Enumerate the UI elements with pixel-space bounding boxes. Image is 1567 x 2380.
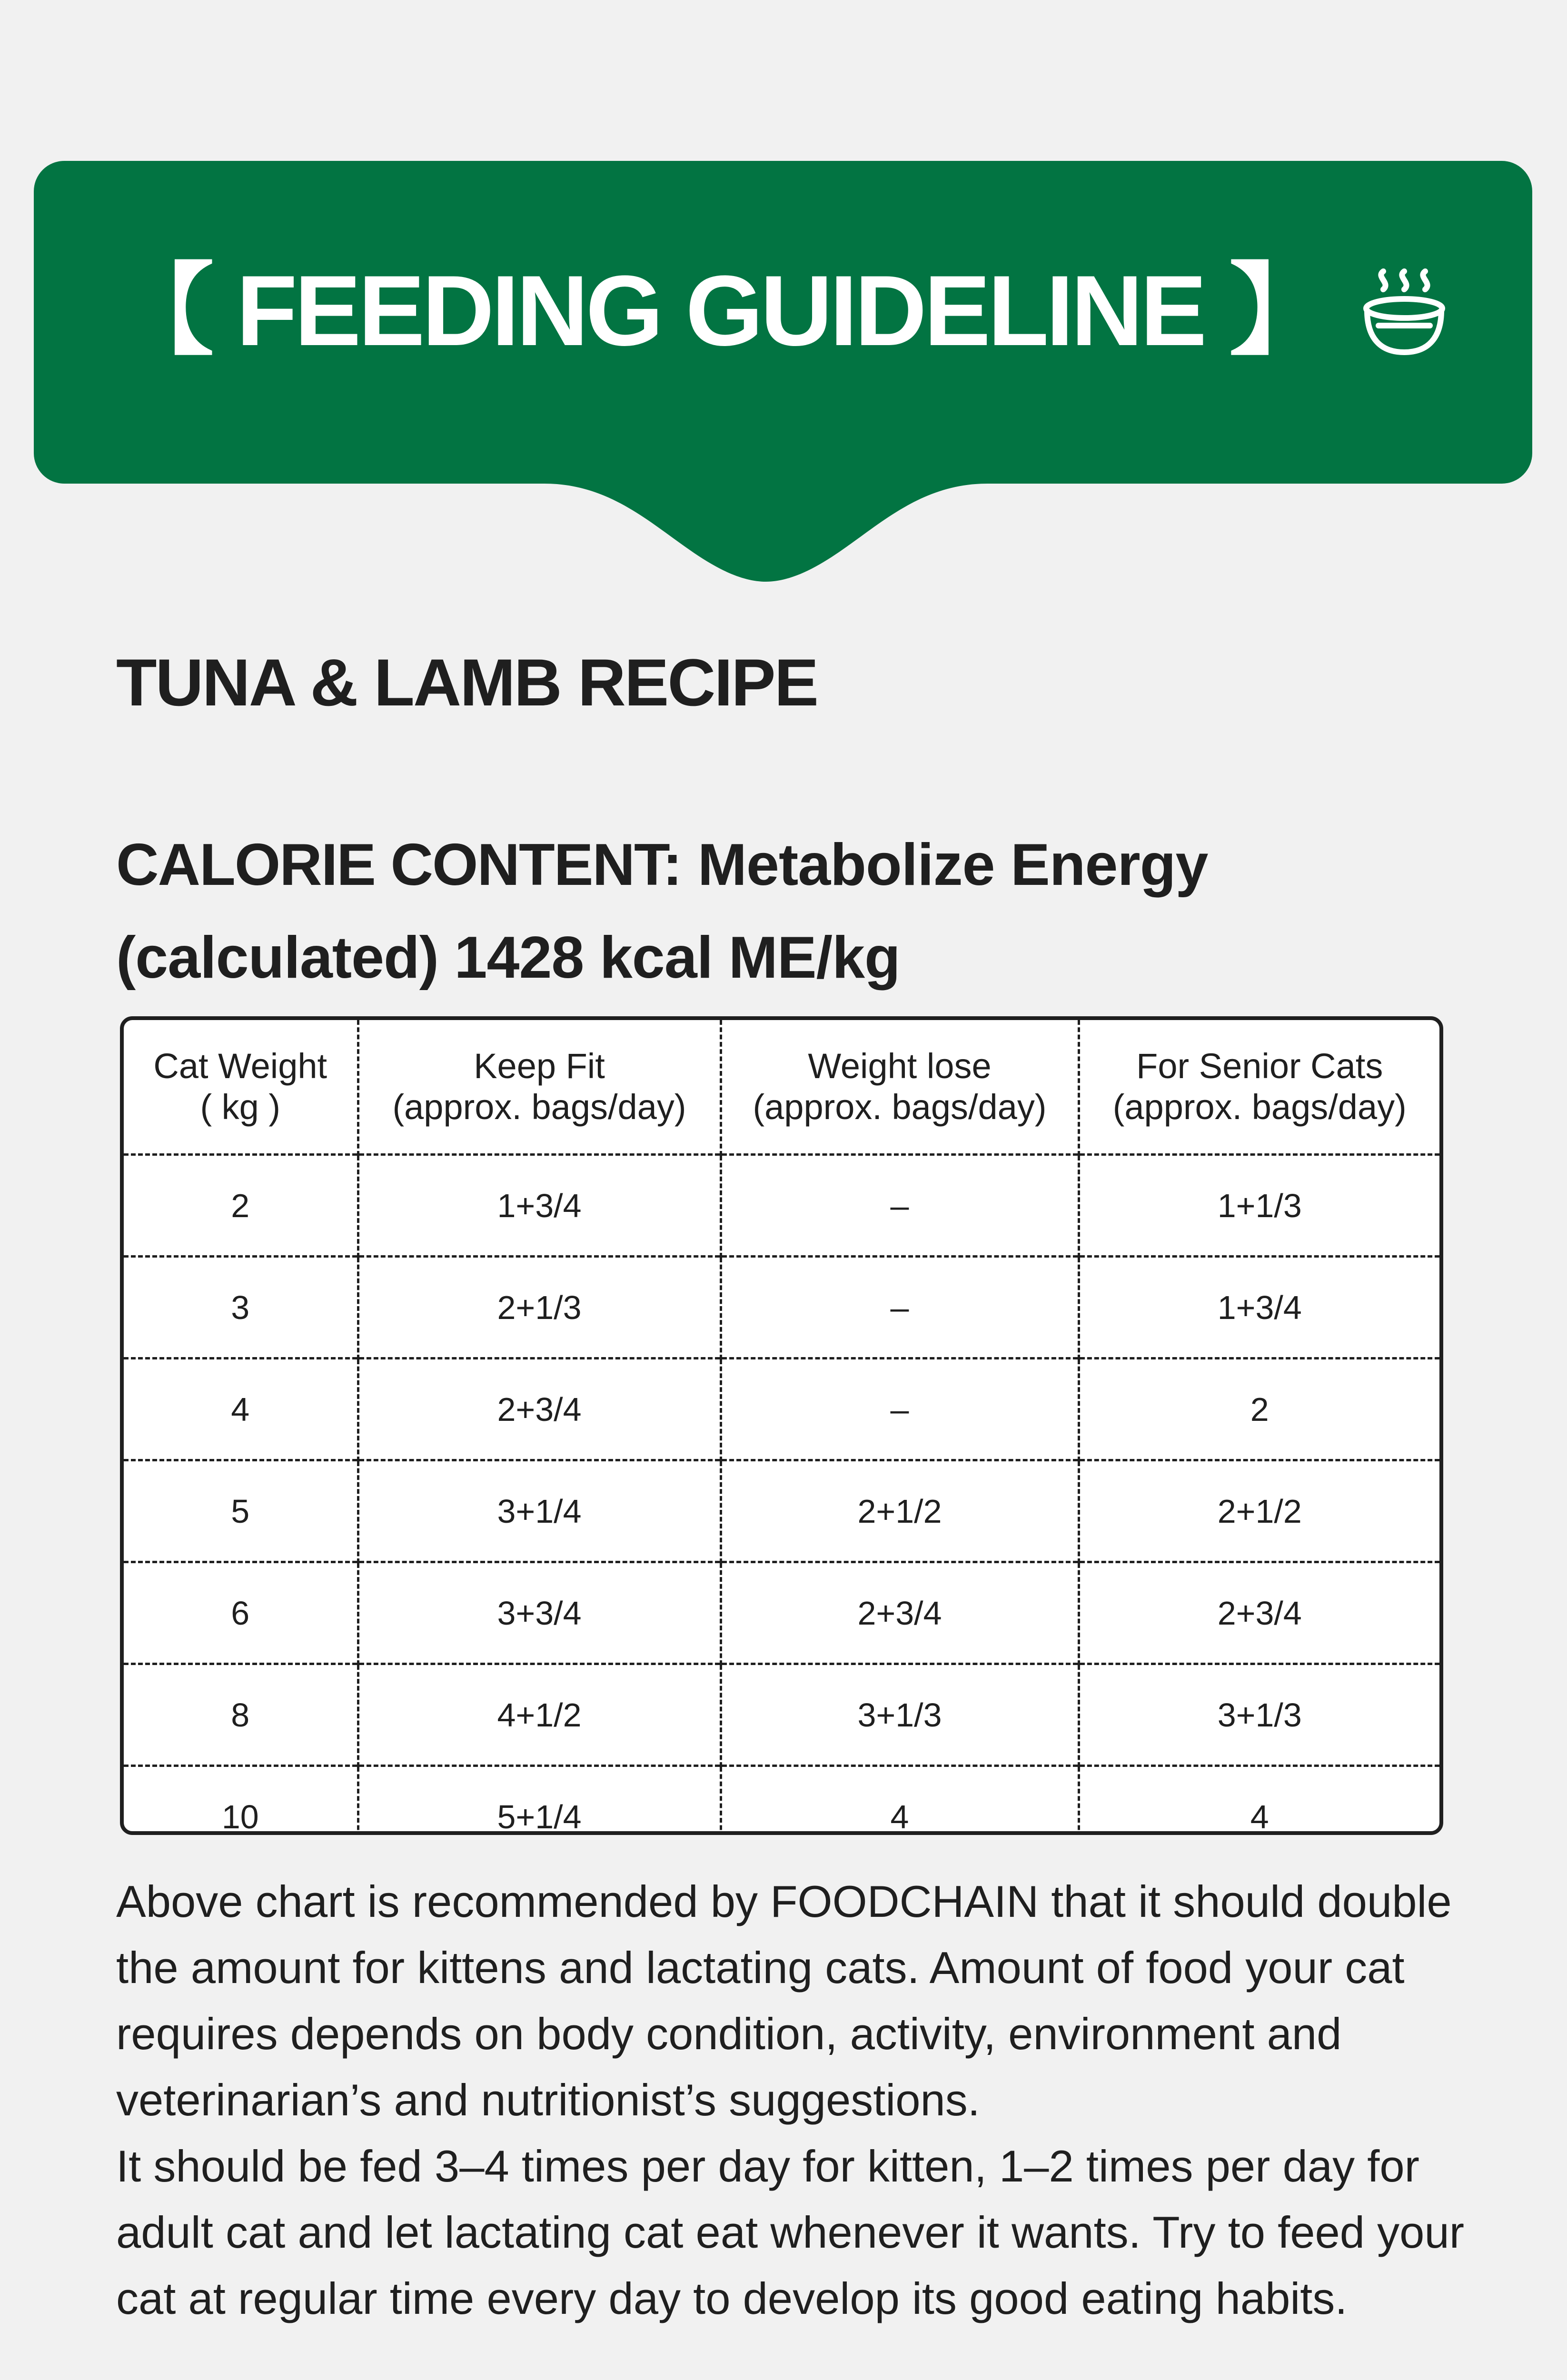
table-cell: 1+1/3 <box>1079 1155 1439 1257</box>
column-header-senior-cats: For Senior Cats (approx. bags/day) <box>1079 1020 1439 1155</box>
table-cell: 2+1/2 <box>721 1460 1079 1562</box>
note-paragraph: Above chart is recommended by FOODCHAIN that it should double the amount for kittens and lactating cats. Amount of food your cat requires depends on body condition, activity, environment and veterinarian’s and nutritionist’s suggestions. <box>116 1876 1452 2125</box>
table-cell: 10 <box>124 1766 358 1835</box>
table-cell: 5+1/4 <box>358 1766 721 1835</box>
table-cell: 8 <box>124 1664 358 1766</box>
calorie-content <box>116 819 1497 1004</box>
column-header-weight-lose: Weight lose (approx. bags/day) <box>721 1020 1079 1155</box>
table-cell: 4+1/2 <box>358 1664 721 1766</box>
table-cell: 3+1/4 <box>358 1460 721 1562</box>
table-cell: 4 <box>124 1359 358 1460</box>
table-row <box>124 1257 1439 1359</box>
table-cell: 1+3/4 <box>1079 1257 1439 1359</box>
table-cell: 2+3/4 <box>1079 1562 1439 1664</box>
table-cell: 3+3/4 <box>358 1562 721 1664</box>
table-cell: 2+1/3 <box>358 1257 721 1359</box>
table-row <box>124 1766 1439 1835</box>
feeding-table <box>120 1016 1443 1835</box>
table-row <box>124 1359 1439 1460</box>
table-cell: – <box>721 1155 1079 1257</box>
page-title: 【 FEEDING GUIDELINE 】 <box>114 255 1326 367</box>
calorie-value: Metabolize Energy (calculated) 1428 kcal ME/kg <box>116 832 1208 991</box>
table-cell: 3+1/3 <box>721 1664 1079 1766</box>
table-header-row <box>124 1020 1439 1155</box>
calorie-label: CALORIE CONTENT: <box>116 832 682 898</box>
table-cell: 1+3/4 <box>358 1155 721 1257</box>
banner-tab <box>526 428 1006 585</box>
table-cell: 2+3/4 <box>358 1359 721 1460</box>
column-header-cat-weight: Cat Weight ( kg ) <box>153 1046 327 1127</box>
table-cell: – <box>721 1359 1079 1460</box>
table-row <box>124 1664 1439 1766</box>
column-header-keep-fit: Keep Fit (approx. bags/day) <box>358 1020 721 1155</box>
table-cell: 2 <box>1079 1359 1439 1460</box>
table-cell: – <box>721 1257 1079 1359</box>
table-cell: 3 <box>124 1257 358 1359</box>
bowl-icon <box>1361 267 1447 357</box>
table-cell: 5 <box>124 1460 358 1562</box>
table-cell: 3+1/3 <box>1079 1664 1439 1766</box>
table-row <box>124 1155 1439 1257</box>
table-cell: 4 <box>721 1766 1079 1835</box>
recipe-title: TUNA & LAMB RECIPE <box>116 645 818 720</box>
feeding-notes <box>116 1868 1525 2331</box>
table-cell: 2+3/4 <box>721 1562 1079 1664</box>
table-row <box>124 1562 1439 1664</box>
table-cell: 2+1/2 <box>1079 1460 1439 1562</box>
table-cell: 4 <box>1079 1766 1439 1835</box>
table-row <box>124 1460 1439 1562</box>
table-cell: 6 <box>124 1562 358 1664</box>
table-cell: 2 <box>124 1155 358 1257</box>
note-paragraph: It should be fed 3–4 times per day for kitten, 1–2 times per day for adult cat and let lactating cat eat whenever it wants. Try to feed your cat at regular time every day to develop its good eating habits. <box>116 2141 1465 2323</box>
